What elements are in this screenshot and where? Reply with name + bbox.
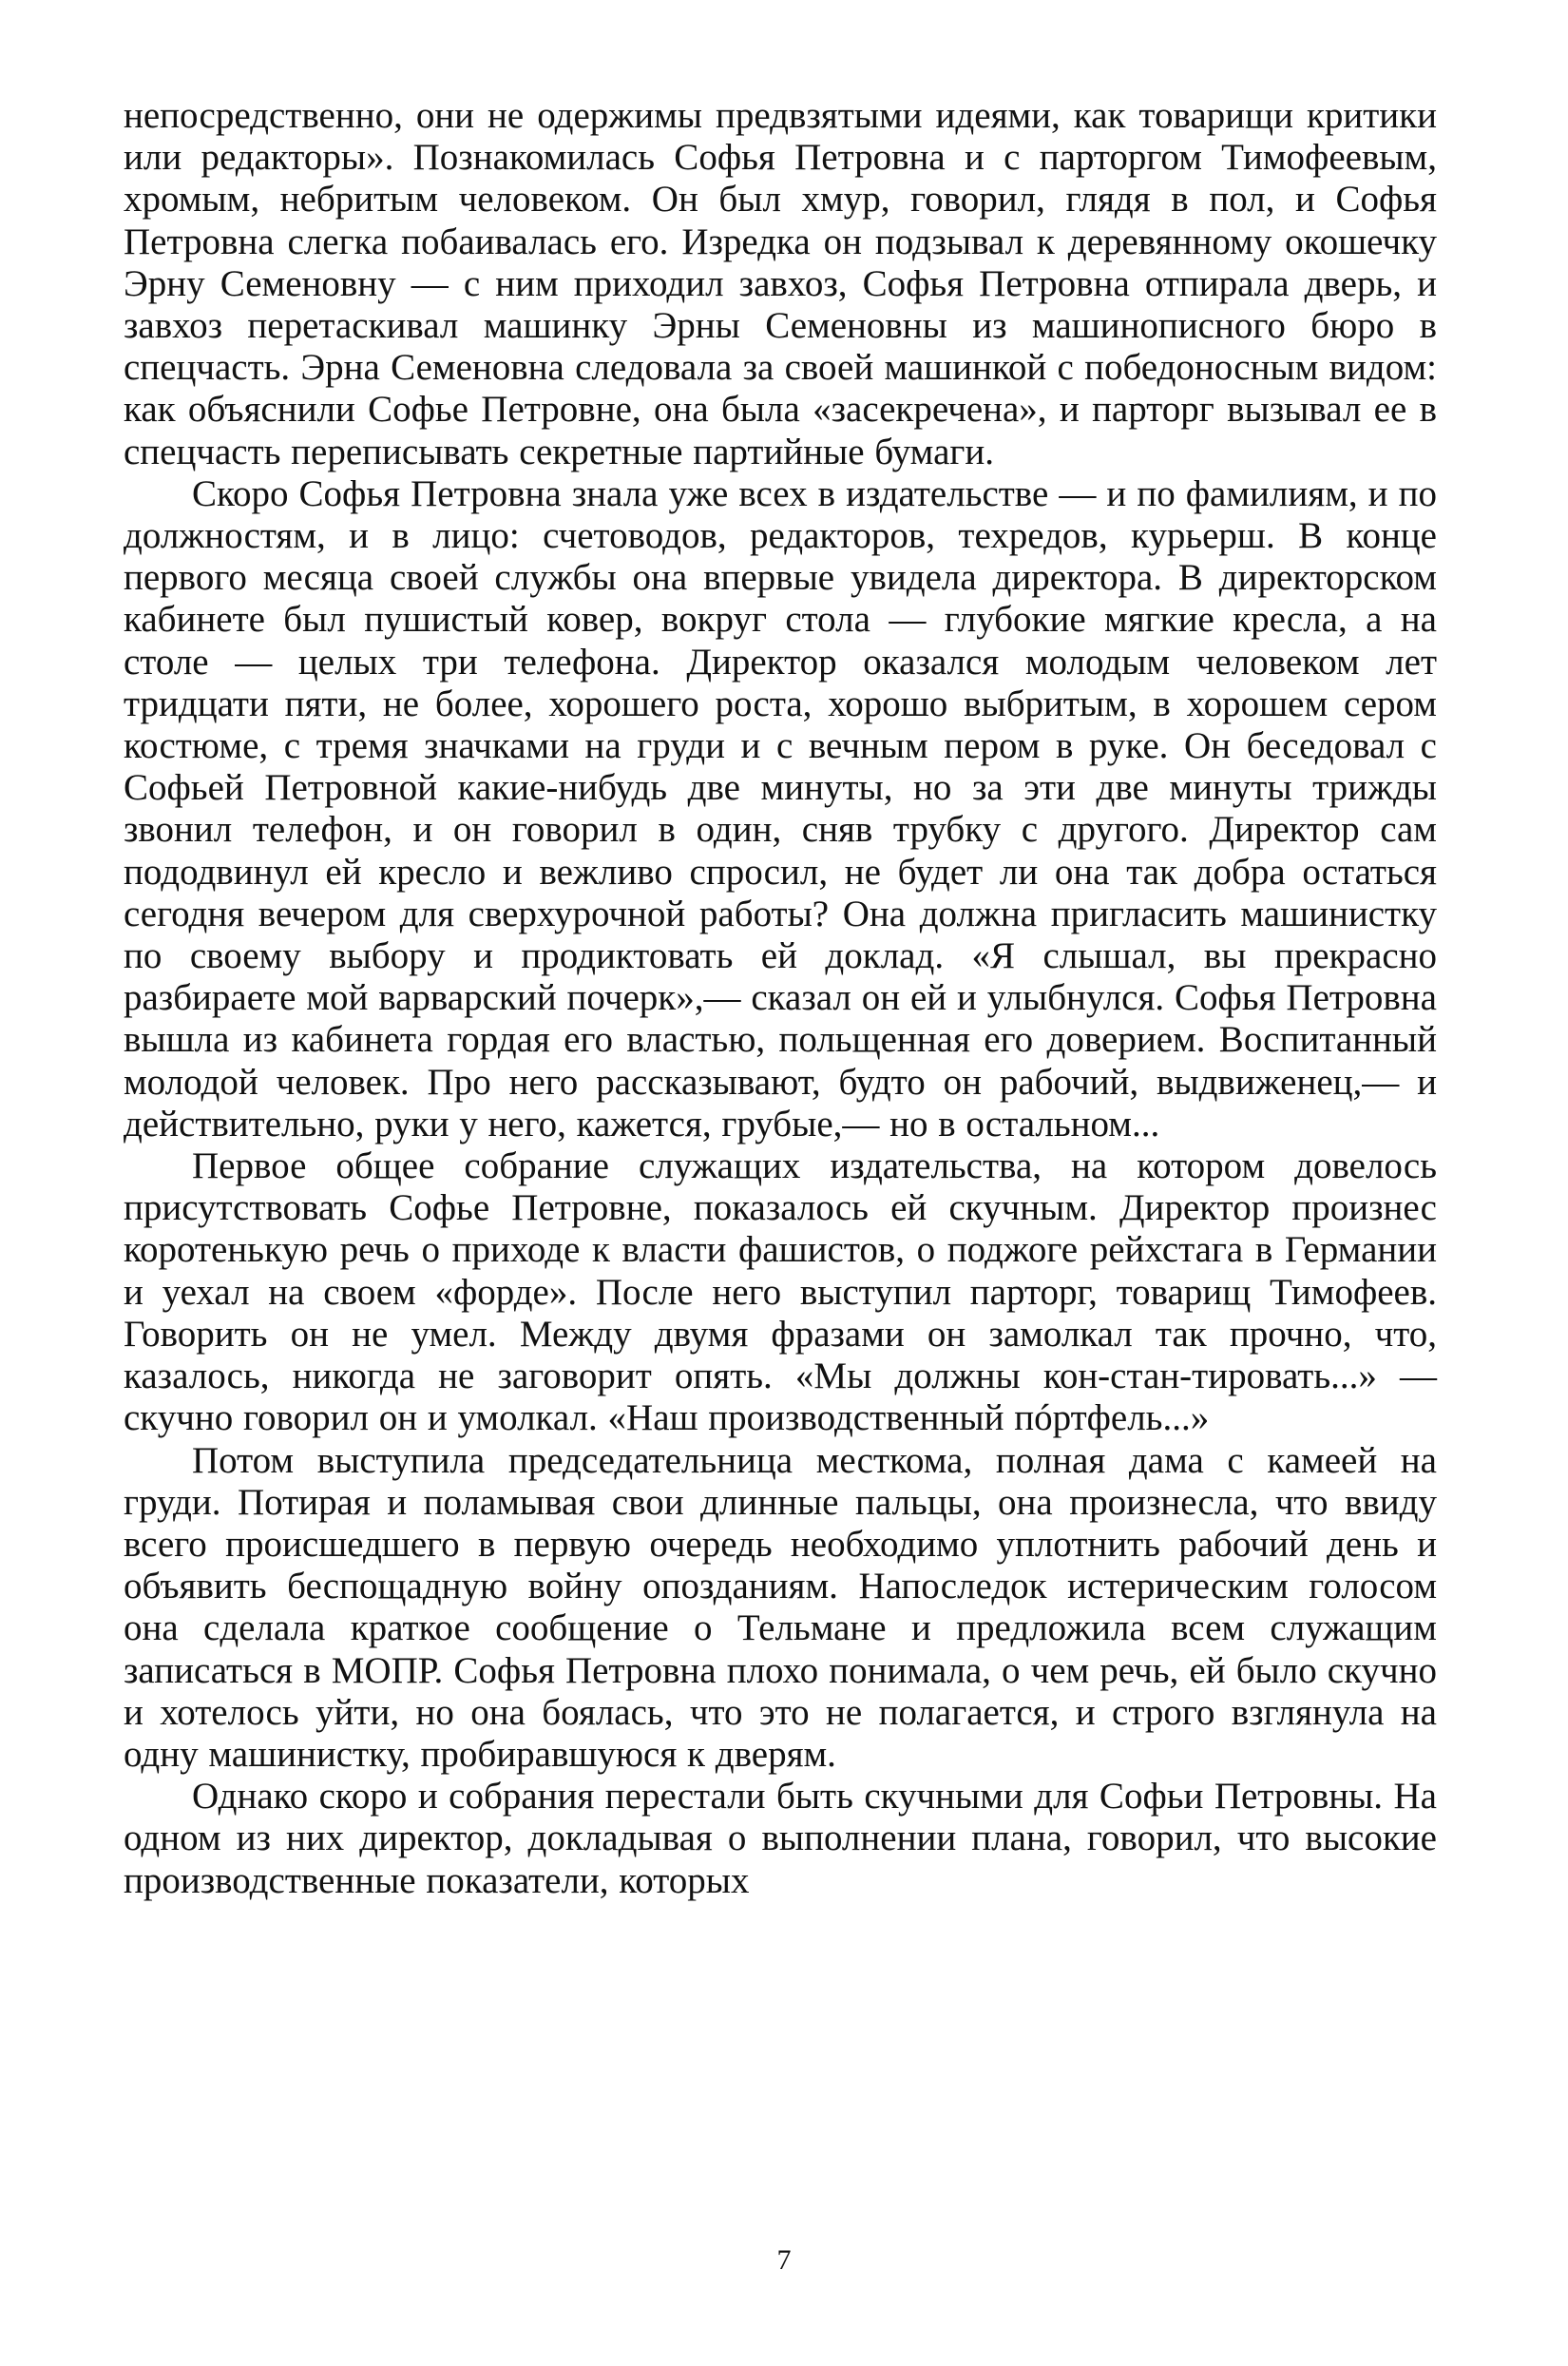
paragraph-mestkom: Потом выступила председательница месткома, полная дама с камеей на груди. Потирая и поламывая свои длинные пальцы, она произнесла, что ввиду всего происшедшего в первую очередь необходимо уплотнить рабочий день и объявить беспощадную войну опозданиям. Напоследок истерическим голосом она сделала краткое сообщение о Тельмане и предложила всем служащим записаться в МОПР. Софья Петровна плохо понимала, о чем речь, ей было скучно и хотелось уйти, но она боялась, что это не полагается, и строго взглянула на одну машинистку, пробиравшуюся к дверям. — [124, 1439, 1437, 1775]
paragraph-first-meeting: Первое общее собрание служащих издательства, на котором довелось присутствовать Софье Петровне, показалось ей скучным. Директор произнес коротенькую речь о приходе к власти фашистов, о поджоге рейхстага в Германии и уехал на своем «форде». После него выступил парторг, товарищ Тимофеев. Говорить он не умел. Между двумя фразами он замолкал так прочно, что, казалось, никогда не заговорит опять. «Мы должны кон-стан-тировать...» — скучно говорил он и умолкал. «Наш производственный пóртфель...» — [124, 1145, 1437, 1439]
paragraph-meetings: Однако скоро и собрания перестали быть скучными для Софьи Петровны. На одном из них директор, докладывая о выполнении плана, говорил, что высокие производственные показатели, которых — [124, 1776, 1437, 1901]
paragraph-director: Скоро Софья Петровна знала уже всех в издательстве — и по фамилиям, и по должностям, и в лицо: счетоводов, редакторов, техредов, курьерш. В конце первого месяца своей службы она впервые увидела директора. В директорском кабинете был пушистый ковер, вокруг стола — глубокие мягкие кресла, а на столе — целых три телефона. Директор оказался молодым человеком лет тридцати пяти, не более, хорошего роста, хорошо выбритым, в хорошем сером костюме, с тремя значками на груди и с вечным пером в руке. Он беседовал с Софьей Петровной какие-нибудь две минуты, но за эти две минуты трижды звонил телефон, и он говорил в один, сняв трубку с другого. Директор сам пододвинул ей кресло и вежливо спросил, не будет ли она так добра остаться сегодня вечером для сверхурочной работы? Она должна пригласить машинистку по своему выбору и продиктовать ей доклад. «Я слышал, вы прекрасно разбираете мой варварский почерк»,— сказал он ей и улыбнулся. Софья Петровна вышла из кабинета гордая его властью, польщенная его доверием. Воспитанный молодой человек. Про него рассказывают, будто он рабочий, выдвиженец,— и действительно, руки у него, кажется, грубые,— но в остальном... — [124, 472, 1437, 1145]
page-body — [124, 95, 1437, 1902]
paragraph-continuation: непосредственно, они не одержимы предвзятыми идеями, как товарищи критики или редакторы». Познакомилась Софья Петровна и с парторгом Тимофеевым, хромым, небритым человеком. Он был хмур, говорил, глядя в пол, и Софья Петровна слегка побаивалась его. Изредка он подзывал к деревянному окошечку Эрну Семеновну — с ним приходил завхоз, Софья Петровна отпирала дверь, и завхоз перетаскивал машинку Эрны Семеновны из машинописного бюро в спецчасть. Эрна Семеновна следовала за своей машинкой с победоносным видом: как объяснили Софье Петровне, она была «засекречена», и парторг вызывал ее в спецчасть переписывать секретные партийные бумаги. — [124, 95, 1437, 472]
page-number: 7 — [776, 2244, 792, 2276]
